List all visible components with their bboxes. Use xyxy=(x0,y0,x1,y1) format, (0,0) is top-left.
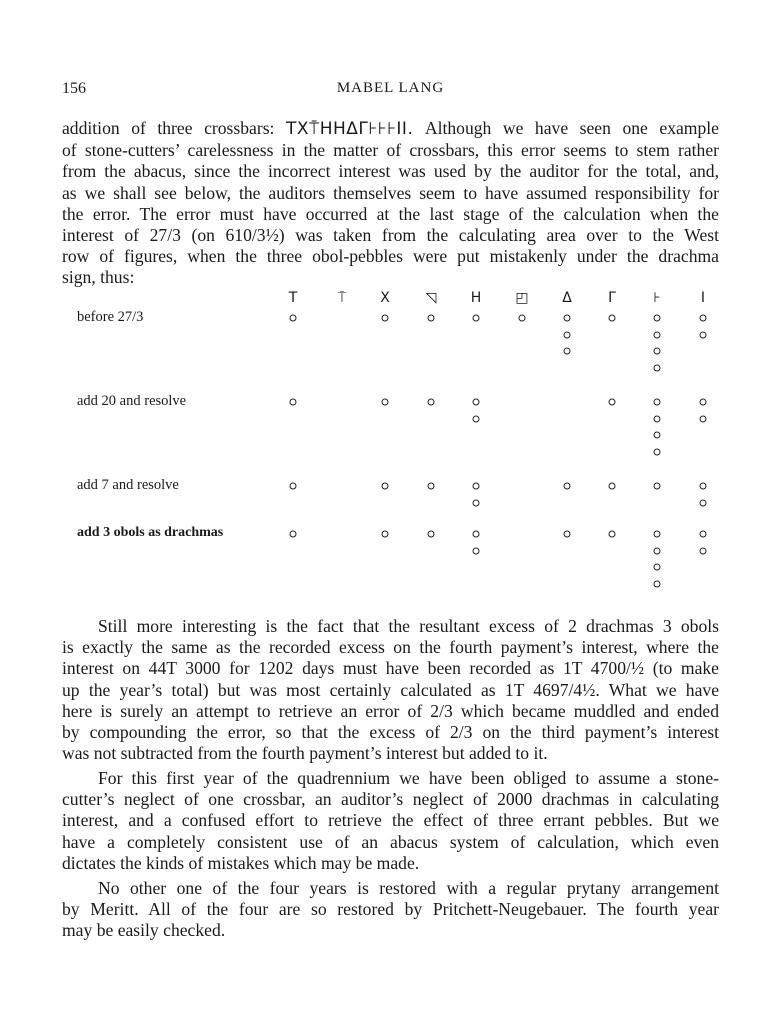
abacus-pebble xyxy=(654,331,661,338)
abacus-pebble xyxy=(700,499,707,506)
abacus-pebble xyxy=(609,315,616,322)
text-line: may be easily checked. xyxy=(62,920,226,941)
text-line: up the year’s total) but was most certainly calculated as 1T 4697/4½. What we have xyxy=(62,679,719,700)
text-line: For this first year of the quadrennium we have been obliged to assume a stone- xyxy=(98,768,719,788)
abacus-pebble xyxy=(700,483,707,490)
page-header xyxy=(62,80,719,102)
abacus-column-head: Η xyxy=(470,290,482,306)
text-line: dictates the kinds of mistakes which may be made. xyxy=(62,852,420,873)
text-line: is exactly the same as the recorded excess on the fourth payment’s interest, where the xyxy=(62,637,719,658)
abacus-column-head: ◰ xyxy=(515,290,529,306)
abacus-pebble xyxy=(700,531,707,538)
abacus-column-head: Τ xyxy=(288,290,298,306)
text-line: No other one of the four years is restored with a regular prytany arrangement xyxy=(98,878,719,898)
abacus-pebble xyxy=(609,483,616,490)
abacus-pebble xyxy=(654,399,661,406)
text-line: as we shall see below, the auditors themselves seem to have assumed responsibility for xyxy=(62,182,719,203)
abacus-pebble xyxy=(564,315,571,322)
abacus-pebble xyxy=(382,399,389,406)
abacus-pebble xyxy=(654,415,661,422)
abacus-pebble xyxy=(700,315,707,322)
abacus-column-head: Δ xyxy=(562,290,572,306)
abacus-pebble xyxy=(654,432,661,439)
abacus-column-head: Χ xyxy=(380,290,390,306)
abacus-pebble xyxy=(700,415,707,422)
page-number: 156 xyxy=(62,80,86,97)
abacus-pebble xyxy=(654,448,661,455)
abacus-pebble xyxy=(700,399,707,406)
paragraph-4 xyxy=(62,878,719,942)
text-line: sign, thus: xyxy=(62,267,135,288)
abacus-row-label: add 7 and resolve xyxy=(77,477,179,493)
text-line: row of figures, when the three obol-pebbles were put mistakenly under the drachma xyxy=(62,246,719,267)
abacus-pebble xyxy=(654,315,661,322)
text-line: have a completely consistent use of an abacus system of calculation, which even xyxy=(62,831,719,852)
abacus-column-head: ⊦ xyxy=(653,290,661,306)
abacus-pebble xyxy=(564,483,571,490)
text-line: by Meritt. All of the four are so restored by Pritchett-Neugebauer. The fourth year xyxy=(62,899,719,920)
text-line: here is surely an attempt to retrieve an error of 2/3 which became muddled and ended xyxy=(62,700,719,721)
text-line: interest on 44T 3000 for 1202 days must have been recorded as 1T 4700/½ (to make xyxy=(62,658,719,679)
abacus-pebble xyxy=(382,315,389,322)
abacus-pebble xyxy=(428,531,435,538)
abacus-column-head: Ι xyxy=(700,290,706,306)
abacus-pebble xyxy=(654,531,661,538)
abacus-pebble xyxy=(654,580,661,587)
abacus-pebble xyxy=(609,531,616,538)
text-line: was not subtracted from the fourth payment’s interest but added to it. xyxy=(62,743,548,764)
abacus-pebble xyxy=(473,499,480,506)
text-line: Still more interesting is the fact that the resultant excess of 2 drachmas 3 obols xyxy=(98,616,719,636)
text-line: cutter’s neglect of one crossbar, an auditor’s neglect of 2000 drachmas in calculating xyxy=(62,789,719,810)
numeral-notation: ΤΧ⍑ΗΗΔΓ⊦⊦⊦ΙΙ. xyxy=(285,119,414,139)
abacus-pebble xyxy=(290,399,297,406)
abacus-pebble xyxy=(609,399,616,406)
abacus-pebble xyxy=(382,483,389,490)
abacus-pebble xyxy=(654,547,661,554)
abacus-pebble xyxy=(519,315,526,322)
abacus-pebble xyxy=(428,483,435,490)
paragraph-3 xyxy=(62,768,719,874)
text-line: of stone-cutters’ carelessness in the matter of crossbars, this error seems to stem rather xyxy=(62,140,719,161)
text-line: interest, and a confused effort to retrieve the effect of three errant pebbles. But we xyxy=(62,810,719,831)
abacus-pebble xyxy=(428,315,435,322)
abacus-pebble xyxy=(654,364,661,371)
text-line: addition of three crossbars: ΤΧ⍑ΗΗΔΓ⊦⊦⊦ΙΙ. Although we have seen one example xyxy=(62,118,719,139)
abacus-pebble xyxy=(290,483,297,490)
running-head: MABEL LANG xyxy=(336,80,445,96)
paragraph-1 xyxy=(62,118,719,289)
abacus-pebble xyxy=(428,399,435,406)
abacus-column-head: ◹ xyxy=(425,290,437,306)
abacus-pebble xyxy=(473,399,480,406)
abacus-pebble xyxy=(654,483,661,490)
abacus-row-label: add 20 and resolve xyxy=(77,393,187,409)
abacus-column-head: Γ xyxy=(608,290,616,306)
abacus-pebble xyxy=(473,315,480,322)
abacus-pebble xyxy=(473,483,480,490)
abacus-pebble xyxy=(473,547,480,554)
abacus-row-label: before 27/3 xyxy=(77,309,144,325)
abacus-pebble xyxy=(473,415,480,422)
text-line: by compounding the error, so that the excess of 2/3 on the third payment’s interest xyxy=(62,722,719,743)
text-line: the error. The error must have occurred at the last stage of the calculation when the xyxy=(62,203,719,224)
abacus-pebble xyxy=(654,564,661,571)
abacus-pebble xyxy=(700,547,707,554)
abacus-pebble xyxy=(290,531,297,538)
abacus-pebble xyxy=(564,348,571,355)
abacus-pebble xyxy=(473,531,480,538)
text-line: from the abacus, since the incorrect interest was used by the auditor for the total, and, xyxy=(62,161,719,182)
abacus-pebble xyxy=(700,331,707,338)
abacus-column-head: ⍑ xyxy=(337,290,347,306)
text-line: interest of 27/3 (on 610/3½) was taken from the calculating area over to the West xyxy=(62,225,719,246)
abacus-pebble xyxy=(382,531,389,538)
abacus-pebble xyxy=(290,315,297,322)
abacus-pebble xyxy=(654,348,661,355)
abacus-pebble xyxy=(564,531,571,538)
paragraph-2 xyxy=(62,616,719,764)
abacus-pebble xyxy=(564,331,571,338)
abacus-row-label: add 3 obols as drachmas xyxy=(77,525,224,540)
